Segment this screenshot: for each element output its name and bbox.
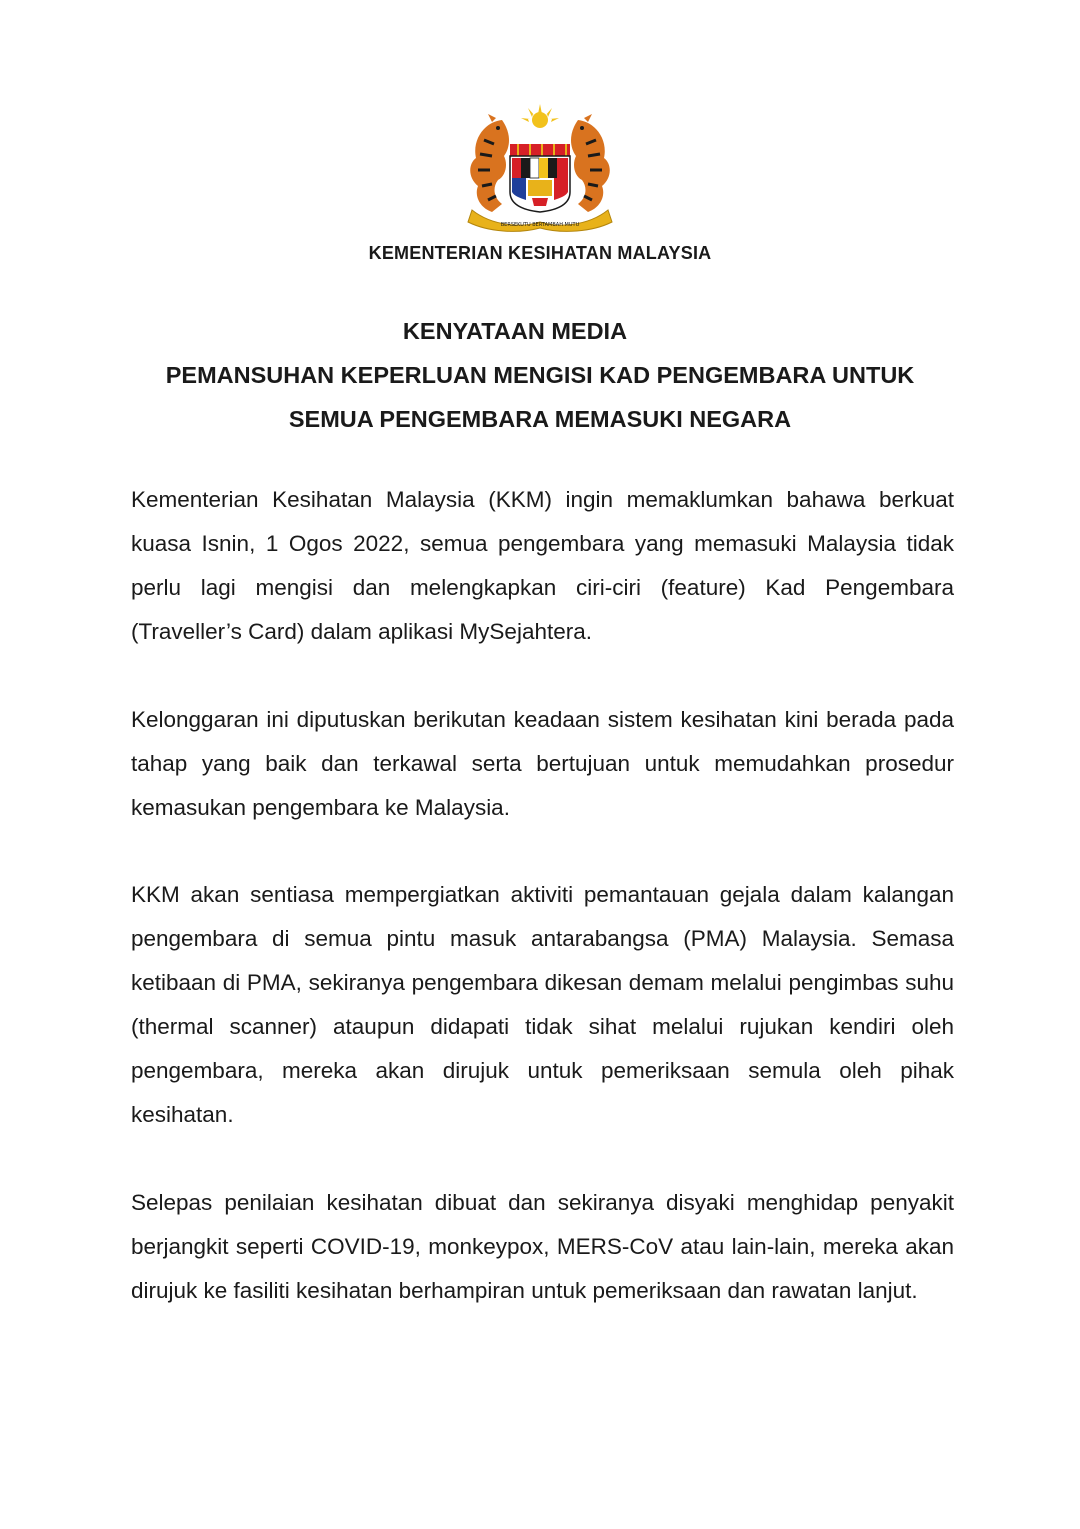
statement-title: KENYATAAN MEDIA <box>402 318 628 344</box>
star-crescent-icon <box>520 104 560 150</box>
paragraph-3: KKM akan sentiasa mempergiatkan aktiviti pemantauan gejala dalam kalangan pengembara di semua pintu masuk antarabangsa (PMA) Malaysia. Semasa ketibaan di PMA, sekiranya pengembara dikesan demam melalui pengimbas suhu (thermal scanner) ataupun didapati tidak sihat melalui rujukan kendiri oleh pengembara, mereka akan dirujuk untuk pemeriksaan semula oleh pihak kesihatan. <box>131 882 954 1127</box>
malaysia-coat-of-arms-icon <box>462 100 618 232</box>
statement-heading <box>80 309 1000 441</box>
ministry-name: KEMENTERIAN KESIHATAN MALAYSIA <box>368 243 712 263</box>
paragraph-4: Selepas penilaian kesihatan dibuat dan sekiranya disyaki menghidap penyakit berjangkit seperti COVID-19, monkeypox, MERS-CoV atau lain-lain, mereka akan dirujuk ke fasiliti kesihatan berhampiran untuk pemeriksaan dan rawatan lanjut. <box>131 1190 954 1303</box>
motto-ribbon-icon <box>468 210 612 231</box>
right-tiger-icon <box>571 114 610 212</box>
statement-subtitle-line-2: SEMUA PENGEMBARA MEMASUKI NEGARA <box>288 406 792 432</box>
paragraph-2: Kelonggaran ini diputuskan berikutan keadaan sistem kesihatan kini berada pada tahap yang baik dan terkawal serta bertujuan untuk memudahkan prosedur kemasukan pengembara ke Malaysia. <box>131 707 954 820</box>
statement-subtitle-line-1: PEMANSUHAN KEPERLUAN MENGISI KAD PENGEMBARA UNTUK <box>165 362 915 388</box>
crest-motto-text: BERSEKUTU BERTAMBAH MUTU <box>500 222 580 228</box>
shield-icon <box>510 144 570 212</box>
paragraph-1: Kementerian Kesihatan Malaysia (KKM) ingin memaklumkan bahawa berkuat kuasa Isnin, 1 Ogos 2022, semua pengembara yang memasuki Malaysia tidak perlu lagi mengisi dan melengkapkan ciri-ciri (feature) Kad Pengembara (Traveller’s Card) dalam aplikasi MySejahtera. <box>131 487 954 644</box>
left-tiger-icon <box>470 114 509 212</box>
